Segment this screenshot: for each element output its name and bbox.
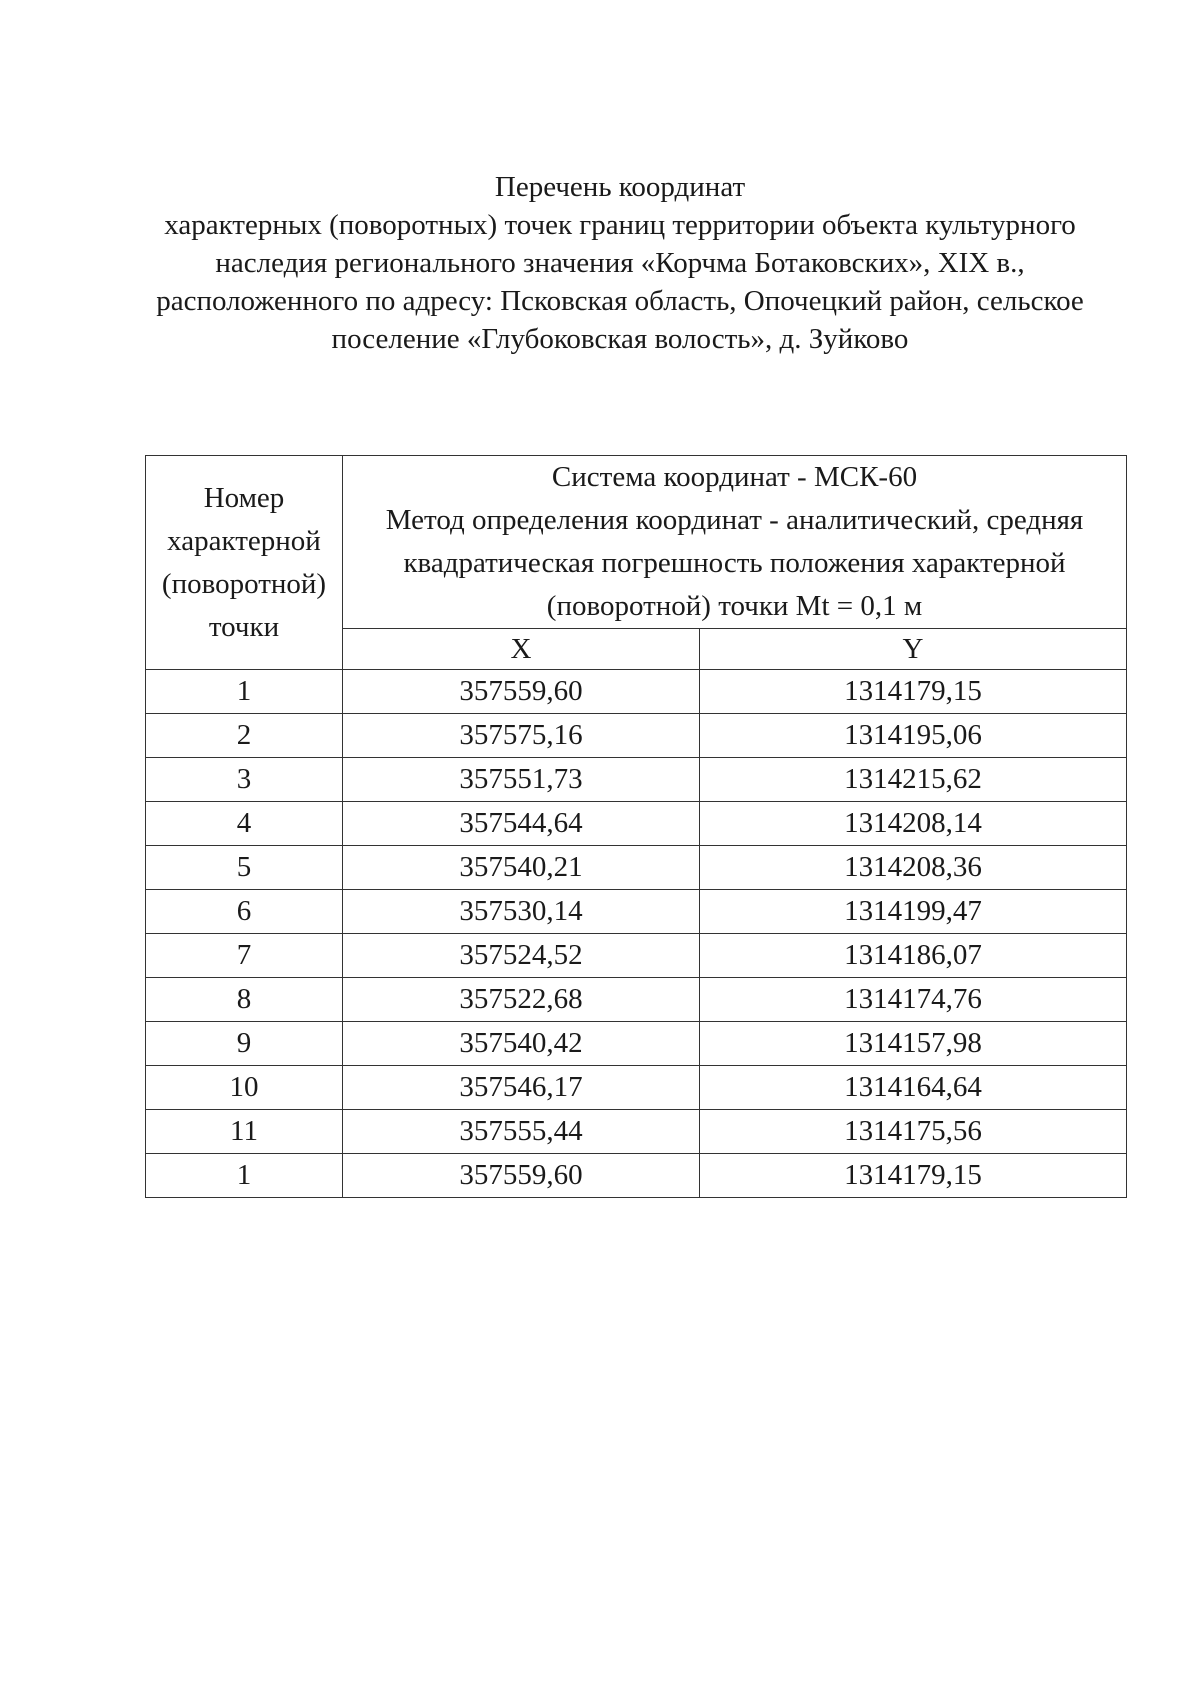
x-value-cell: 357559,60 <box>343 670 700 714</box>
header-system-line: Метод определения координат - аналитический, средняя <box>385 504 1084 536</box>
table-row <box>146 1154 1127 1198</box>
header-point-number <box>146 456 343 670</box>
y-value-cell: 1314174,76 <box>700 978 1127 1022</box>
x-value-cell: 357544,64 <box>343 802 700 846</box>
table-row <box>146 934 1127 978</box>
table-row <box>146 1066 1127 1110</box>
heading-line: расположенного по адресу: Псковская область, Опочецкий район, сельское <box>156 285 1084 317</box>
heading-line: наследия регионального значения «Корчма Ботаковских», XIX в., <box>215 247 1025 279</box>
table-row <box>146 1022 1127 1066</box>
coordinates-table <box>145 455 1127 1198</box>
point-number-cell: 5 <box>146 846 343 890</box>
point-number-cell: 4 <box>146 802 343 846</box>
table-body <box>146 670 1127 1198</box>
y-value-cell: 1314208,14 <box>700 802 1127 846</box>
point-number-cell: 11 <box>146 1110 343 1154</box>
table-row <box>146 802 1127 846</box>
y-value-cell: 1314164,64 <box>700 1066 1127 1110</box>
header-system-line: квадратическая погрешность положения характерной <box>403 547 1066 579</box>
table-row <box>146 1110 1127 1154</box>
table-row <box>146 714 1127 758</box>
x-value-cell: 357551,73 <box>343 758 700 802</box>
x-value-cell: 357522,68 <box>343 978 700 1022</box>
table-row <box>146 758 1127 802</box>
header-point-line: (поворотной) <box>161 567 327 600</box>
point-number-cell: 10 <box>146 1066 343 1110</box>
header-y: Y <box>700 629 1127 670</box>
header-point-line: точки <box>208 610 280 643</box>
y-value-cell: 1314215,62 <box>700 758 1127 802</box>
y-value-cell: 1314186,07 <box>700 934 1127 978</box>
x-value-cell: 357540,21 <box>343 846 700 890</box>
x-value-cell: 357540,42 <box>343 1022 700 1066</box>
document-heading <box>130 168 1110 358</box>
x-value-cell: 357546,17 <box>343 1066 700 1110</box>
table-row <box>146 890 1127 934</box>
point-number-cell: 3 <box>146 758 343 802</box>
point-number-cell: 8 <box>146 978 343 1022</box>
x-value-cell: 357524,52 <box>343 934 700 978</box>
heading-title: Перечень координат <box>494 171 746 203</box>
x-value-cell: 357559,60 <box>343 1154 700 1198</box>
table-row <box>146 978 1127 1022</box>
header-point-line: Номер <box>203 481 285 514</box>
header-system-line: (поворотной) точки Mt = 0,1 м <box>546 590 923 622</box>
point-number-cell: 2 <box>146 714 343 758</box>
header-x: X <box>343 629 700 670</box>
y-value-cell: 1314195,06 <box>700 714 1127 758</box>
heading-line: характерных (поворотных) точек границ территории объекта культурного <box>164 209 1076 241</box>
y-value-cell: 1314157,98 <box>700 1022 1127 1066</box>
point-number-cell: 6 <box>146 890 343 934</box>
point-number-cell: 1 <box>146 1154 343 1198</box>
table-row <box>146 670 1127 714</box>
table-header-row <box>146 456 1127 629</box>
point-number-cell: 1 <box>146 670 343 714</box>
header-point-line: характерной <box>167 524 321 557</box>
y-value-cell: 1314179,15 <box>700 670 1127 714</box>
x-value-cell: 357555,44 <box>343 1110 700 1154</box>
point-number-cell: 7 <box>146 934 343 978</box>
heading-line: поселение «Глубоковская волость», д. Зуйково <box>331 323 909 355</box>
y-value-cell: 1314179,15 <box>700 1154 1127 1198</box>
header-system-line: Система координат - МСК-60 <box>551 461 918 493</box>
table-row <box>146 846 1127 890</box>
y-value-cell: 1314175,56 <box>700 1110 1127 1154</box>
x-value-cell: 357575,16 <box>343 714 700 758</box>
x-value-cell: 357530,14 <box>343 890 700 934</box>
header-coordinate-system <box>343 456 1127 629</box>
point-number-cell: 9 <box>146 1022 343 1066</box>
y-value-cell: 1314199,47 <box>700 890 1127 934</box>
y-value-cell: 1314208,36 <box>700 846 1127 890</box>
